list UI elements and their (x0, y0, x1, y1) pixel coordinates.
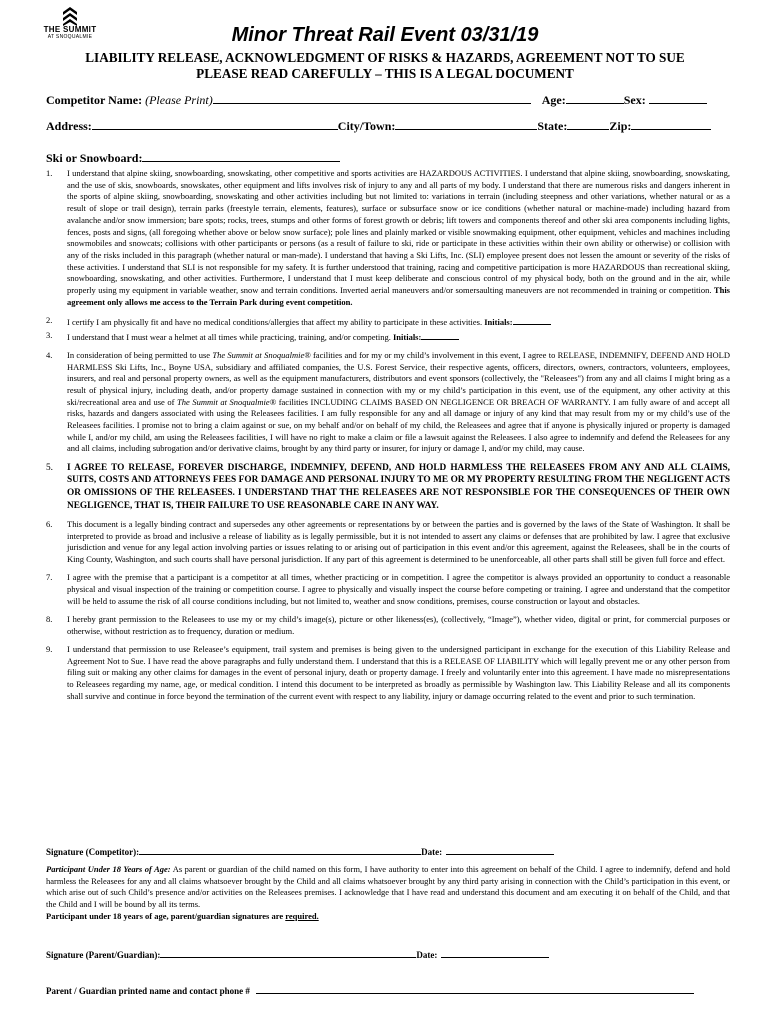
clause-9 (46, 644, 730, 703)
date-label: Date: (421, 847, 443, 857)
required-emphasis: required. (285, 910, 319, 921)
address-row (46, 118, 711, 134)
clause-text: facilities INCLUDING CLAIMS BASED ON NEGLIGENCE OR BREACH OF WARRANTY. I am fully aware of and accept all risks, hazards and dangers associated with using the Releasees facilities. I am fully responsible for any and all damage or injury of any kind that may result from my or my child’s use of the Releasees facilities. I promise not to bring a claim against or sue, on my behalf and/or on behalf of my child, the Releasees and agree that if anyone is physically injured or property is damaged while I, and/or my child, am using the Releasees facilities, I will have no right to make a claim or file a lawsuit against the Releasees. I also agree to indemnify and defend the Releasees for any and all claims, including subrogation and/or derivative claims, brought by any third party or insurer, for injury or damage I, and/or my child, may cause. (67, 396, 731, 454)
clause-text: I agree with the premise that a participant is a competitor at all times, whether practicing or in competition. I agree the competitor is always provided an opportunity to conduct a reasonable physical and visual inspection of the training or competition course. I agree to physically and visually inspect the course before competing or training. I agree and understand that the competitor will be held to assume the risk of all course conditions including, but not limited to, weather and snow conditions, premises, course construction or layout and obstacles. (67, 572, 730, 606)
minor-text: As parent or guardian of the child named on this form, I have authority to enter into this agreement on behalf of the Child. I agree to indemnify, defend and hold harmless the Releasees for any and all claims whatsoever brought by the Child and all claims whatsoever brought by any third party arising in connection with the Child’s participation in this event, or which arise out of such Child’s presence and/or activities on the Releasees premises. I acknowledge that I have read and understand this document and am executing it on behalf of the Child, and that the Child and I will be bound by all its terms. (46, 864, 730, 910)
clause-4 (46, 350, 730, 455)
parent-signature-label: Signature (Parent/Guardian): (46, 950, 161, 960)
clause-5 (46, 462, 730, 513)
mountain-chevron-icon (62, 6, 78, 26)
clause-number: 8. (46, 613, 53, 624)
minor-heading: Participant Under 18 Years of Age: (46, 864, 171, 874)
clause-text: I AGREE TO RELEASE, FOREVER DISCHARGE, INDEMNIFY, DEFEND, AND HOLD HARMLESS THE RELEASEES FROM ANY AND ALL CLAIMS, SUITS, COSTS AND ATTORNEYS FEES FOR DAMAGE AND PERSONAL INJURY TO ME OR MY PROPERTY RESULTING FROM THE NEGLIGENT ACTS OR OMISSIONS OF THE RELEASEES. I UNDERSTAND THAT THE RELEASEES ARE NOT RESPONSIBLE FOR THE CONSEQUENCES OF THEIR OWN NEGLIGENCE, THAT IS, THEIR FAILURE TO USE REASONABLE CARE IN ANY WAY. (67, 462, 730, 511)
city-label: City/Town: (337, 119, 396, 133)
parent-signature-row (46, 948, 549, 960)
address-field[interactable] (92, 118, 338, 130)
clause-3 (46, 330, 730, 344)
clause-text: This document is a legally binding contract and supersedes any other agreements or representations by or between the parties and is governed by the laws of the State of Washington. It shall be interpreted to provide as broad and inclusive a release of liability as is legally permissible, but it is not intended to assert any claims or defenses that are prohibited by law. I agree that exclusive jurisdiction and venue for any legal action involving parties or issues relating to or arising out of participation in this event and/or this agreement, against the Releasees, shall be in the courts of King County, Washington, and such courts shall have personal jurisdiction. If any part of this agreement is determined to be unenforceable, all other parts shall still be given full force and effect. (67, 518, 730, 565)
ski-snowboard-label: Ski or Snowboard: (46, 151, 143, 165)
clause-1 (46, 168, 730, 308)
age-field[interactable] (566, 92, 624, 104)
competitor-signature-row (46, 845, 554, 857)
city-field[interactable] (395, 118, 537, 130)
clause-number: 9. (46, 643, 53, 654)
clause-number: 2. (46, 314, 53, 325)
initials-label: Initials: (484, 316, 513, 327)
clause-text: I understand that permission to use Releasee’s equipment, trail system and premises is being given to the undersigned participant in exchange for the execution of this Liability Release and Agreement Not to Sue. I have read the above paragraphs and fully understand them. I understand that this is a RELEASE OF LIABILITY which will legally prevent me or any other person from filing suit or making any other claims for damages in the event of personal injury, death or property damage. I freely and voluntarily enter into this agreement. I have made no misrepresentations to Releasees regarding my name, age, or medical condition. I intend this document to be interpreted as broadly as permissible by Washington law. This Liability Release and all its components shall survive and continue in force beyond the termination of the current event with respect to any liability, injury or damage occurring related to the event and prior to such termination. (67, 643, 730, 701)
competitor-signature-field[interactable] (139, 845, 421, 855)
sex-field[interactable] (649, 92, 707, 104)
competitor-date-field[interactable] (446, 845, 554, 855)
parent-contact-field[interactable] (256, 984, 694, 994)
minor-section (46, 864, 730, 923)
summit-name: The Summit at Snoqualmie® (212, 349, 311, 360)
terrain-park-notice: This agreement only allows me access to the Terrain Park during event competition. (67, 285, 730, 307)
document-title: Minor Threat Rail Event 03/31/19 (231, 24, 539, 46)
zip-field[interactable] (631, 118, 711, 130)
clause-number: 6. (46, 518, 53, 529)
competitor-name-hint: (Please Print) (145, 93, 213, 107)
parent-contact-label: Parent / Guardian printed name and contact phone # (46, 986, 250, 996)
initials-field[interactable] (513, 315, 551, 325)
clause-2 (46, 315, 730, 329)
parent-contact-row (46, 984, 694, 996)
clause-number: 7. (46, 572, 53, 583)
zip-label: Zip: (609, 119, 632, 133)
competitor-name-row (46, 92, 707, 108)
clause-text: I certify I am physically fit and have no medical conditions/allergies that affect my ability to participate in these activities. (67, 316, 483, 327)
age-label: Age: (541, 93, 566, 107)
clause-text: facilities and for my or my child’s involvement in this event, I agree to RELEASE, INDEMNIFY, DEFEND AND HOLD HARMLESS Ski Lifts, Inc., Boyne USA, subsidiary and affiliated companies, the U.S. Forest Service, their respective agents, officers, directors, owners, contractors, volunteers, employees, insurers, and real and personal property owners, as well as the equipment manufacturers, distributors and event sponsors (collectively, the "Releasees") from any and all claims I might bring as a result of physical injury, including death, and/or property damage sustained in connection with my or my child’s participation in this event, use of the equipment, any other activity at this ski/recreational area and use of (67, 349, 731, 407)
sex-label: Sex: (623, 93, 646, 107)
state-field[interactable] (567, 118, 609, 130)
clause-number: 4. (46, 349, 53, 360)
logo-subtext: AT SNOQUALMIE (47, 34, 93, 40)
parent-date-field[interactable] (441, 948, 549, 958)
clause-8 (46, 614, 730, 637)
initials-label: Initials: (392, 331, 422, 342)
clause-number: 5. (46, 462, 53, 473)
minor-required-note: Participant under 18 years of age, parent/guardian signatures are required. (46, 910, 319, 921)
clauses-list (46, 168, 730, 709)
clause-number: 3. (46, 329, 53, 340)
legal-notice: PLEASE READ CAREFULLY – THIS IS A LEGAL DOCUMENT (196, 66, 574, 81)
parent-signature-field[interactable] (160, 948, 416, 958)
competitor-name-field[interactable] (213, 92, 531, 104)
ski-snowboard-field[interactable] (142, 150, 340, 162)
clause-text: In consideration of being permitted to use (67, 349, 211, 360)
clause-text: I understand that I must wear a helmet at all times while practicing, training, and/or competing. (67, 331, 391, 342)
clause-text: I understand that alpine skiing, snowboarding, snowskating, other competitive and sports activities are HAZARDOUS ACTIVITIES. I understand that alpine skiing, snowboarding, snowskating, and the use of skis, snowboards, snowskates, other equipment and lifts involves risk of injury to any and all parts of my body. I understand that there are numerous risks and dangers inherent in the sports of alpine skiing, snowboarding, snowskating and other activities including but not limited to: variations in terrain (including steepness and other variations, whether natural or as a result of slope or trail design), terrain parks (freestyle terrain, elements, features), surface or subsurface snow or ice conditions (whether natural or machine-made) including hazard from avalanche and/or snow immersion; bare spots; rocks, trees, stumps and other forms of forest growth or debris; lift towers and components thereof and other ski area components including lights, fences, posts and signs, (all foregoing whether above or below snow surface); pole lines and plainly marked or visible snowmaking equipment, other equipment, vehicles and machines including snowmobiles and snowcats; collisions with other participants or persons (as a result of failure to ski, ride or participate in these activities within their own ability or otherwise) or collision with any of the risks included in this paragraph (whether natural or man-made). I understand that having a Ski Lifts, Inc. (SLI) employee present does not lessen the amount or severity of the risks of these activities. I understand that SLI is not responsible for my safety. It is further understood that training, racing and competitive participation is more HAZARDOUS than recreational skiing, snowboarding, snowskating, and other activities. Furthermore, I understand that I must keep deliberate and conscious control of my physical body, both on the ground and in the air, while properly using my equipment in variable weather, snow and terrain conditions. Inverted aerial maneuvers and/or somersaulting maneuvers are not recommended in training or competition. (67, 168, 730, 296)
competitor-signature-label: Signature (Competitor): (46, 847, 140, 857)
ski-snowboard-row (46, 150, 340, 166)
address-label: Address: (46, 119, 92, 133)
initials-field[interactable] (421, 330, 459, 340)
clause-text: I hereby grant permission to the Releasees to use my or my child’s image(s), picture or other likeness(es), (collectively, “Image”), whether video, digital or print, for commercial purposes or otherwise, without restriction as to frequency, duration or medium. (67, 613, 730, 636)
document-subtitle: LIABILITY RELEASE, ACKNOWLEDGMENT OF RISKS & HAZARDS, AGREEMENT NOT TO SUE (85, 50, 685, 65)
clause-7 (46, 572, 730, 607)
competitor-name-label: Competitor Name: (46, 93, 143, 107)
state-label: State: (537, 119, 568, 133)
clause-number: 1. (46, 168, 53, 178)
clause-6 (46, 519, 730, 566)
logo-text: THE SUMMIT (43, 25, 97, 34)
date-label: Date: (416, 950, 438, 960)
summit-name: The Summit at Snoqualmie® (177, 396, 277, 407)
